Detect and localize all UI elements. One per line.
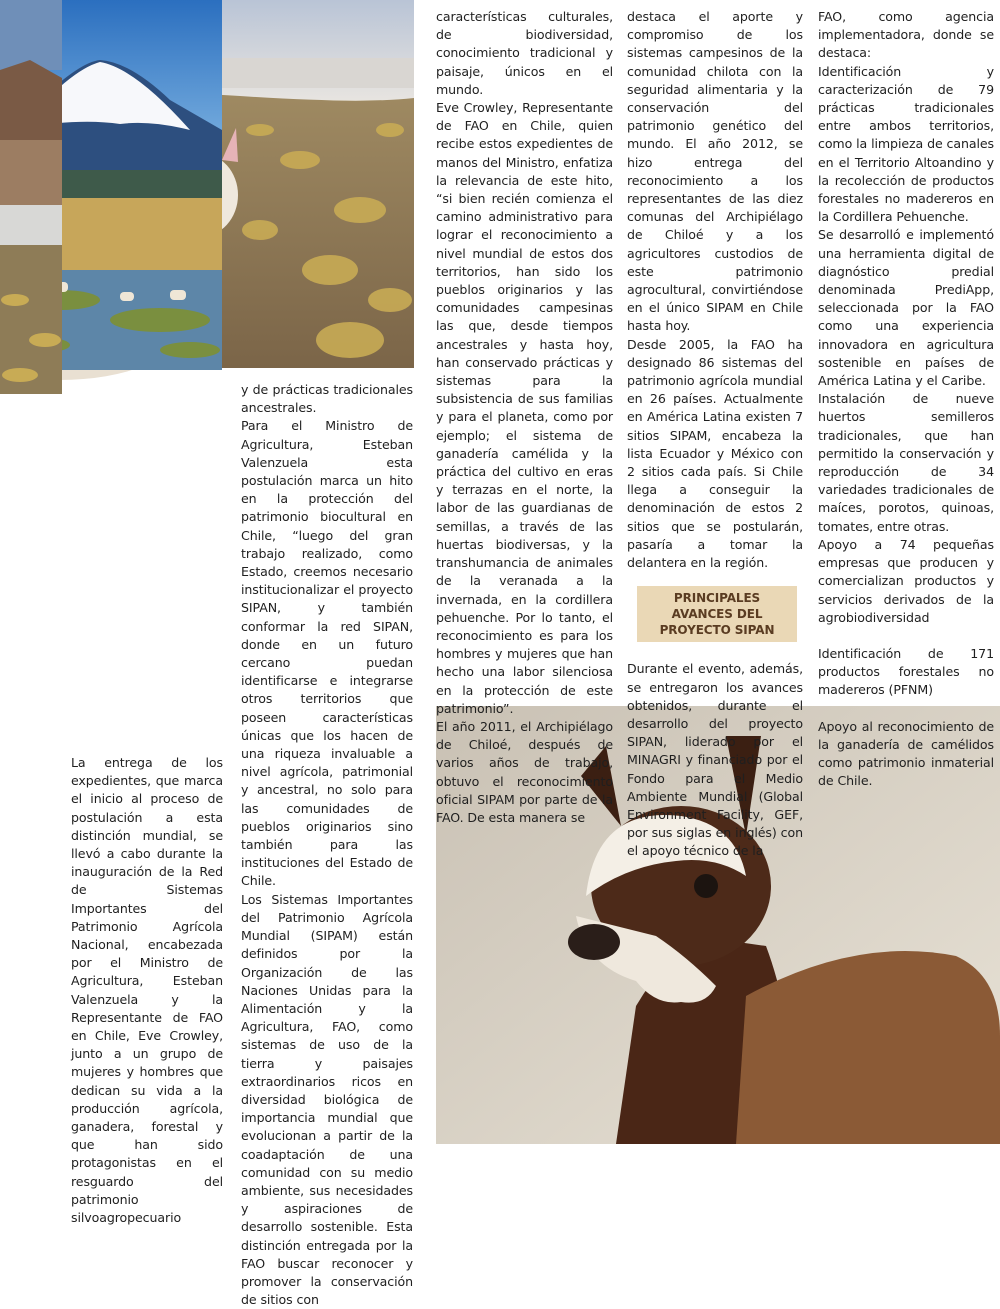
col2-paragraph-3: Los Sistemas Importantes del Patrimonio Agrícola Mundial (SIPAM) están definidos por la Organización de las Naciones Unidas para la Alimentación y la Agricultura, FAO, como sistemas de uso de la tierra y paisajes extraordinarios ricos en diversidad biológica de importancia mundial que evolucionan a partir de la coadaptación de una comunidad con su medio ambiente, sus necesidades y aspiraciones de desarrollo sostenible. Esta distinción entregada por la FAO buscar reconocer y promover la conservación de sitios con: [241, 891, 413, 1308]
col4-paragraph-3: Durante el evento, además, se entregaron los avances obtenidos, durante el desarrollo del proyecto SIPAN, liderado por el MINAGRI y financiado por el Fondo para el Medio Ambiente Mundial (Global Environment Facility, GEF, por sus siglas en inglés) con el apoyo técnico de la: [627, 661, 803, 859]
article-column-1: [71, 754, 223, 1227]
col4-paragraph-2: Desde 2005, la FAO ha designado 86 sistemas del patrimonio agrícola mundial en 26 países. Actualmente en América Latina existen 7 sitios SIPAM, encabeza la lista Ecuador y México con 2 sitios cada país. Si Chile llega a conseguir la denominación de estos 2 sitios que se postularán, pasaría a tomar la delantera en la región.: [627, 336, 803, 571]
altiplano-strip-photo: [0, 0, 62, 394]
col5-paragraph-4: Instalación de nueve huertos semilleros tradicionales, que han permitido la conservación y reproducción de 34 variedades tradicionales de maíces, porotos, quinoas, tomates, entre otras.: [818, 391, 994, 534]
col3-paragraph-1: características culturales, de biodiversidad, conocimiento tradicional y paisaje, únicos en el mundo.: [436, 9, 613, 97]
col4-paragraph-1: destaca el aporte y compromiso de los sistemas campesinos de la comunidad chilota con la seguridad alimentaria y la conservación del patrimonio genético del mundo. El año 2012, se hizo entrega del reconocimiento a los representantes de las diez comunas del Archipiélago de Chiloé y a los agricultores custodios de este patrimonio agrocultural, convirtiéndose en el único SIPAM en Chile hasta hoy.: [627, 9, 803, 334]
col5-paragraph-2: Identificación y caracterización de 79 prácticas tradicionales entre ambos territorios, como la limpieza de canales en el Territorio Altoandino y la recolección de productos forestales no madereros en la Cordillera Pehuenche.: [818, 63, 994, 225]
article-column-5: [818, 8, 994, 790]
col2-paragraph-1: y de prácticas tradicionales ancestrales.: [241, 382, 413, 416]
col5-paragraph-6: Identificación de 171 productos forestales no madereros (PFNM): [818, 645, 994, 698]
col2-paragraph-2: Para el Ministro de Agricultura, Esteban Valenzuela esta postulación marca un hito en la protección del patrimonio biocultural en Chile, “luego del gran trabajo realizado, como Estado, creemos necesario institucionalizar el proyecto SIPAN, y también conformar la red SIPAN, donde en un futuro cercano puedan identificarse e integrarse otros territorios que poseen características únicas que los hacen de una riqueza invaluable a nivel agrícola, patrimonial y ancestral, no solo para las comunidades de pueblos originarios sino también para las instituciones del Estado de Chile.: [241, 418, 413, 889]
col3-paragraph-3: El año 2011, el Archipiélago de Chiloé, después de varios años de trabajo, obtuvo el reconocimiento oficial SIPAM por parte de la FAO. De esta manera se: [436, 718, 613, 825]
article-column-3: [436, 8, 613, 827]
col5-paragraph-7: Apoyo al reconocimiento de la ganadería de camélidos como patrimonio inmaterial de Chile.: [818, 718, 994, 789]
article-column-4: [627, 8, 803, 861]
col3-paragraph-2: Eve Crowley, Representante de FAO en Chile, quien recibe estos expedientes de manos del Ministro, enfatiza la relevancia de este hito, “si bien recién comienza el camino administrativo para lograr el reconocimiento a nivel mundial de estos dos territorios, han sido los pueblos originarios y las comunidades campesinas las que, desde tiempos ancestrales y hasta hoy, han conservado prácticas y sistemas para la subsistencia de sus familias y para el planeta, como por ejemplo; el sistema de ganadería camélida y la práctica del cultivo en eras y terrazas en el norte, la labor de las guardianas de semillas, a través de las huertas biodiversas, y la transhumancia de animales de la veranada a la invernada, en la cordillera pehuenche. Por lo tanto, el reconocimiento es para los hombres y mujeres que han hecho una labor silenciosa en la protección de este patrimonio”.: [436, 100, 613, 716]
section-title-box: PRINCIPALES AVANCES DEL PROYECTO SIPAN: [637, 586, 797, 642]
col5-paragraph-3: Se desarrolló e implementó una herramienta digital de diagnóstico predial denominada PrediApp, seleccionada por la FAO como una experiencia innovadora en agricultura sostenible en países de América Latina y el Caribe.: [818, 227, 994, 389]
col1-paragraph: La entrega de los expedientes, que marca el inicio al proceso de postulación a esta distinción mundial, se llevó a cabo durante la inauguración de la Red de Sistemas Importantes del Patrimonio Agrícola Nacional, encabezada por el Ministro de Agricultura, Esteban Valenzuela y la Representante de FAO en Chile, Eve Crowley, junto a un grupo de mujeres y hombres que dedican su vida a la producción agrícola, ganadera, forestal y que han sido protagonistas en el resguardo del patrimonio silvoagropecuario: [71, 755, 223, 1226]
col5-paragraph-1: FAO, como agencia implementadora, donde se destaca:: [818, 9, 994, 61]
article-column-2: [241, 381, 413, 1309]
altiplano-strip-image: [0, 0, 62, 394]
col5-paragraph-5: Apoyo a 74 pequeñas empresas que producen y comercializan productos y servicios derivados de la agrobiodiversidad: [818, 536, 994, 625]
